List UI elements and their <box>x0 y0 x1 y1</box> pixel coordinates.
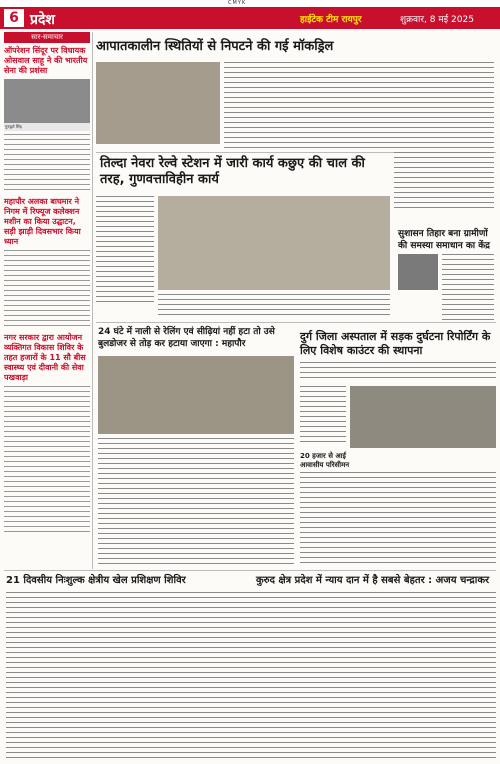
railway-station-photo <box>158 196 390 290</box>
dateline: शुक्रवार, 8 मई 2025 <box>400 15 474 25</box>
brief-news-title: सार-समाचार <box>4 32 90 43</box>
left-story-3-headline: नगर सरकार द्वारा आयोजन व्यक्तिगत विकास शिविर के तहत हजारों के 11 सौ बीस स्वास्थ्य एवं दीवानी की सेवा पखवाड़ा <box>4 333 86 382</box>
cmyk-marker: CMYK <box>228 0 247 6</box>
bottom-rule <box>4 570 496 571</box>
headline-mayor-drain: 24 घंटे में नाली से रेलिंग एवं सीढ़ियां नहीं हटा तो उसे बुलडोजर से तोड़ कर हटाया जाएगा : महापौर <box>98 327 275 349</box>
section-title: प्रदेश <box>30 12 55 28</box>
headline-kurud: कुरुद क्षेत्र प्रदेश में न्याय दान में है सबसे बेहतर : अजय चन्द्राकर <box>256 575 490 586</box>
left-news-column <box>4 32 90 569</box>
photo-caption: गुरुद्वारे सिंह <box>4 123 90 131</box>
left-story-3-body <box>4 386 90 536</box>
collector-photo <box>398 254 438 290</box>
top-strip <box>0 0 500 6</box>
sports-camp-body <box>6 592 256 758</box>
left-story-2-headline: महापौर अलका बाघमार ने निगम में रिफ्यूज कलेक्शन मशीन का किया उद्घाटन, सड़ी झाड़ी दिवसभार किया ध्यान <box>4 197 81 246</box>
mayor-drain-body <box>98 438 294 566</box>
left-story-2-body <box>4 250 90 330</box>
right-col-body <box>394 62 494 212</box>
station-body-1 <box>96 196 154 306</box>
mla-photo <box>4 79 90 131</box>
mayor-inspection-photo <box>98 356 294 434</box>
station-body-2 <box>158 294 390 318</box>
mock-drill-photo <box>96 62 220 144</box>
headline-durg-hospital: दुर्ग जिला अस्पताल में सड़क दुर्घटना रिपोर्टिंग के लिए विशेष काउंटर की स्थापना <box>300 330 491 357</box>
durg-body-1 <box>300 386 346 446</box>
headline-sushasan: सुशासन तिहार बना ग्रामीणों की समस्या समाधान का केंद्र <box>398 229 490 251</box>
kurud-body <box>256 592 496 758</box>
durg-body-2 <box>300 472 496 566</box>
row-rule-2 <box>96 322 496 323</box>
column-rule <box>92 32 93 569</box>
masthead: हाईटेक टीम रायपुर <box>300 15 362 25</box>
sushasan-body <box>442 254 494 324</box>
page-number: 6 <box>4 9 24 27</box>
headline-sports-camp: 21 दिवसीय निःशुल्क क्षेत्रीय खेल प्रशिक्षण शिविर <box>6 575 186 586</box>
left-story-1-headline: ऑपरेशन सिंदूर पर विधायक ओसवाल साहू ने की भारतीय सेना की प्रशंसा <box>4 46 88 75</box>
headline-housing: 20 हजार से आई आवासीय परिसीमन <box>300 452 350 469</box>
headline-mock-drill: आपातकालीन स्थितियों से निपटने की गई मॉकड्रिल <box>96 39 334 54</box>
headline-tilda-station: तिल्दा नेवरा रेल्वे स्टेशन में जारी कार्य कछुए की चाल की तरह, गुणवत्ताविहीन कार्य <box>100 156 365 187</box>
durg-intro-body <box>300 362 496 382</box>
hospital-counter-photo <box>350 386 496 448</box>
left-story-1-body <box>4 134 90 194</box>
